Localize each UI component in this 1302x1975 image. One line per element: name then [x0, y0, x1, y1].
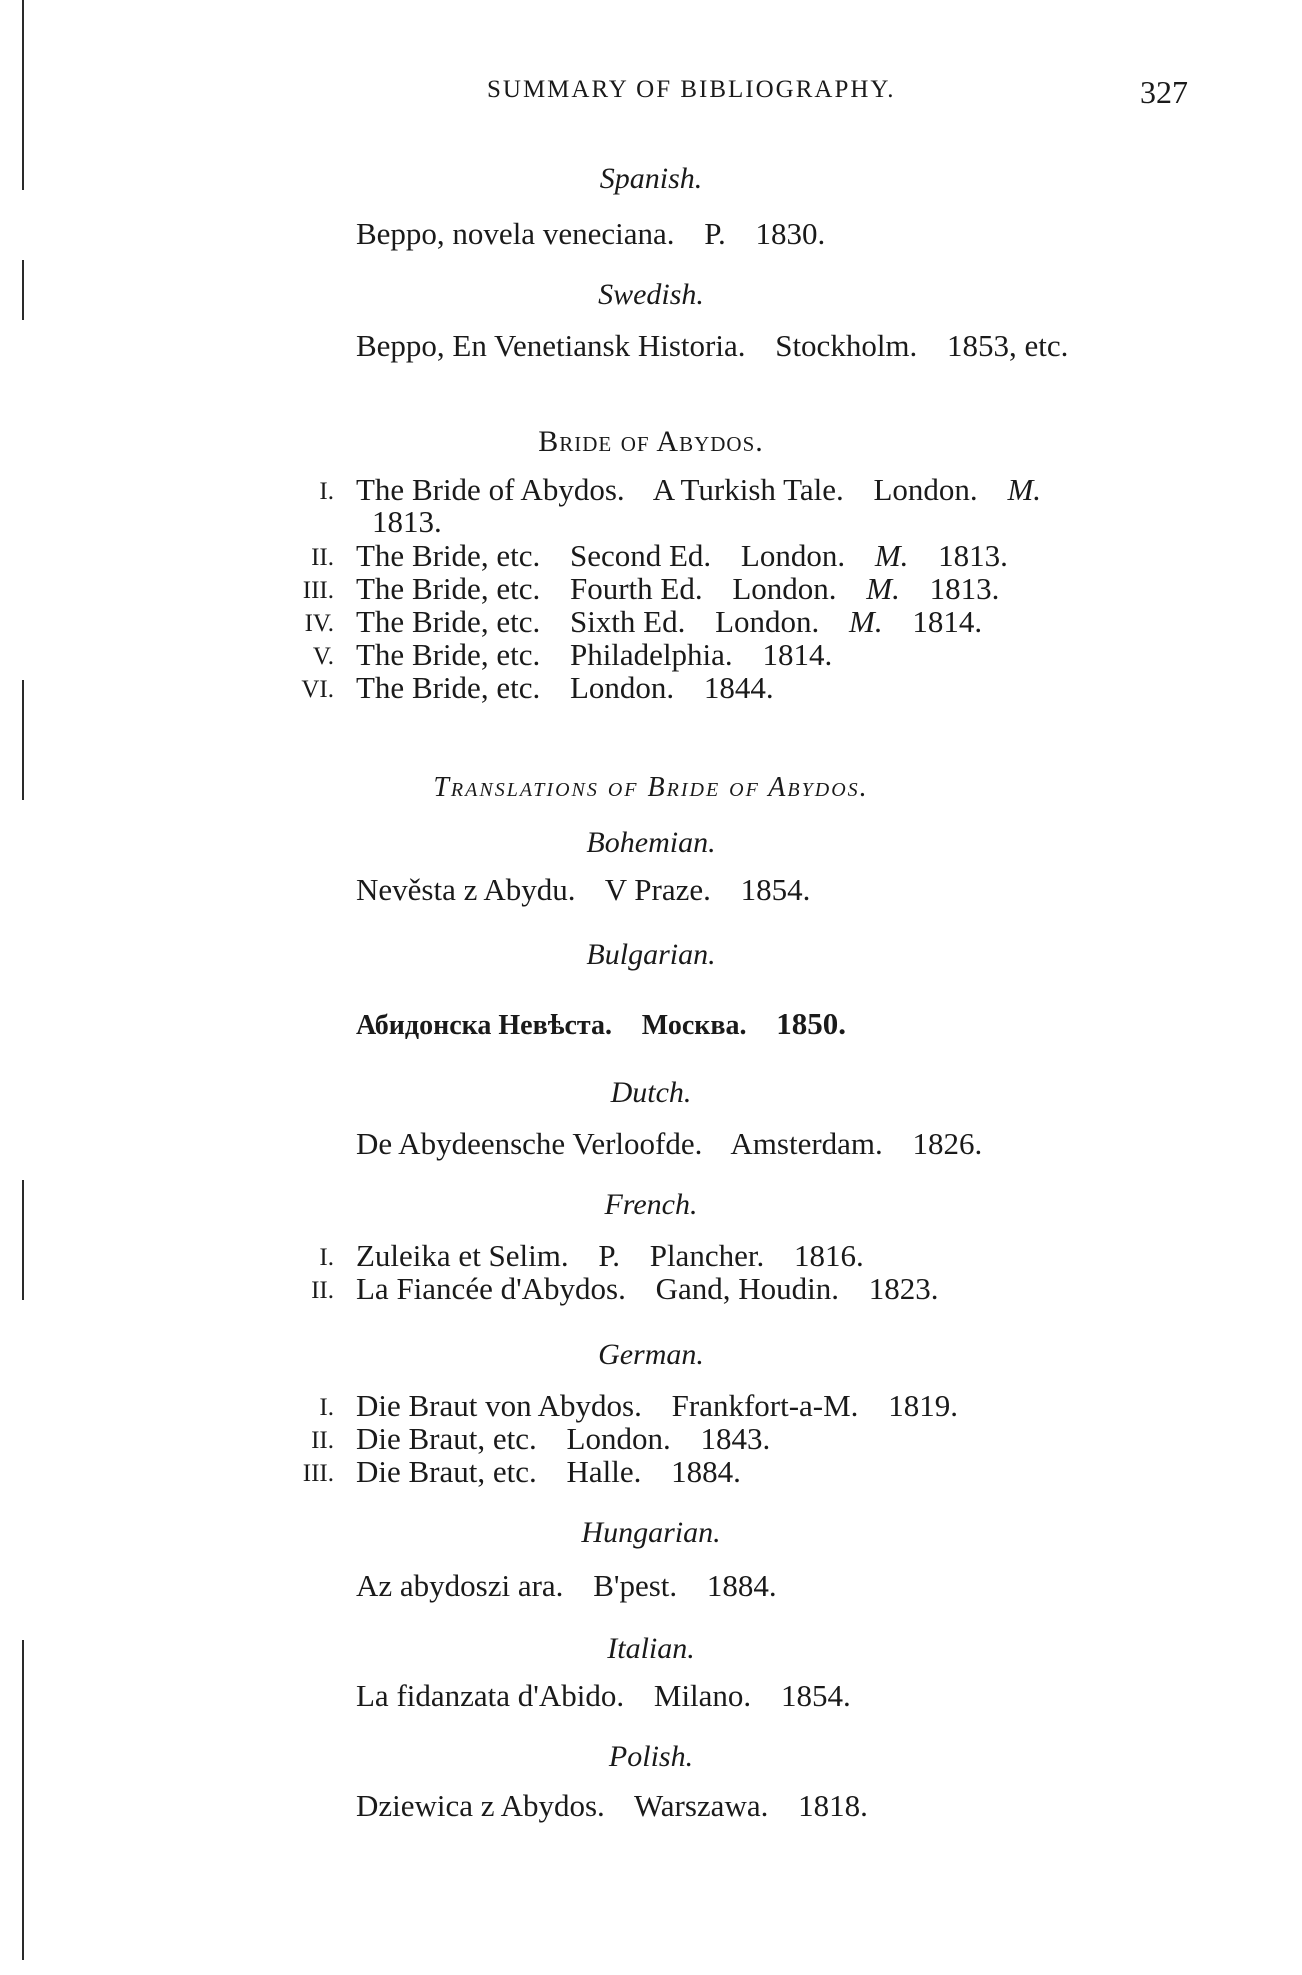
- entry-title: Die Braut, etc.: [356, 1421, 537, 1456]
- list-item: [356, 1454, 741, 1490]
- entry-year: 1884.: [706, 1568, 777, 1603]
- entry-title: The Bride, etc.: [356, 538, 541, 573]
- entry-spanish: [356, 216, 825, 252]
- entry-title: Beppo, novela veneciana.: [356, 216, 675, 251]
- entry-bulgarian: [356, 1006, 846, 1042]
- list-item: [356, 1388, 958, 1424]
- list-number: I.: [319, 1394, 334, 1421]
- entry-bohemian: [356, 872, 810, 908]
- entry-place: Москва.: [641, 1010, 747, 1041]
- entry-place: Milano.: [653, 1678, 752, 1713]
- list-item: [356, 604, 982, 640]
- list-item: [356, 1421, 770, 1457]
- entry-edition: Second Ed.: [569, 538, 712, 573]
- entry-year: 1813.: [929, 571, 1000, 606]
- entry-swedish: [356, 328, 1068, 364]
- entry-hungarian: [356, 1568, 777, 1604]
- entry-publisher: M.: [866, 571, 900, 606]
- entry-year: 1844.: [703, 670, 774, 705]
- language-heading-polish: Polish.: [608, 1740, 694, 1773]
- language-heading-french: French.: [604, 1188, 698, 1221]
- list-item: [356, 1271, 939, 1307]
- language-heading-italian: Italian.: [607, 1632, 695, 1665]
- list-item: [356, 1238, 864, 1274]
- entry-place: P.: [704, 216, 726, 251]
- entry-year: 1843.: [700, 1421, 771, 1456]
- language-heading-spanish: Spanish.: [599, 162, 703, 195]
- entry-title: The Bride, etc.: [356, 670, 541, 705]
- entry-place: London.: [732, 571, 837, 606]
- entry-place: London.: [566, 1421, 671, 1456]
- entry-year: 1854.: [780, 1678, 851, 1713]
- entry-place: Warszawa.: [634, 1788, 769, 1823]
- entry-year: 1816.: [793, 1238, 864, 1273]
- entry-title: Beppo, En Venetiansk Historia.: [356, 328, 746, 363]
- entry-place: Philadelphia.: [569, 637, 733, 672]
- entry-year: 1850.: [776, 1006, 847, 1041]
- entry-place: P.: [598, 1238, 620, 1273]
- list-number: II.: [311, 544, 334, 571]
- list-number: IV.: [304, 610, 334, 637]
- entry-year: 1826.: [912, 1126, 983, 1161]
- list-item: [356, 538, 1008, 574]
- entry-polish: [356, 1788, 868, 1824]
- entry-title: Az abydoszi ara.: [356, 1568, 564, 1603]
- list-number: II.: [311, 1427, 334, 1454]
- entry-place: London.: [715, 604, 820, 639]
- list-number: III.: [302, 1460, 334, 1487]
- entry-edition: Sixth Ed.: [569, 604, 686, 639]
- entry-year: 1884.: [671, 1454, 741, 1489]
- entry-publisher: M.: [849, 604, 883, 639]
- entry-place: London.: [873, 472, 978, 507]
- entry-place: B'pest.: [593, 1568, 678, 1603]
- entry-year: 1814.: [912, 604, 983, 639]
- entry-title: Абидонска Невѣста.: [356, 1010, 613, 1041]
- entry-title: Zuleika et Selim.: [356, 1238, 569, 1273]
- entry-title: Dziewica z Abydos.: [356, 1788, 605, 1823]
- entry-place: Stockholm.: [775, 328, 918, 363]
- entry-title: The Bride, etc.: [356, 571, 541, 606]
- entry-place: Amsterdam.: [730, 1126, 883, 1161]
- entry-publisher: M.: [874, 538, 909, 573]
- list-item: [356, 571, 999, 607]
- entry-title: The Bride, etc.: [356, 604, 541, 639]
- language-heading-bohemian: Bohemian.: [586, 826, 716, 859]
- list-number: I.: [319, 478, 334, 505]
- entry-publisher: Plancher.: [649, 1238, 765, 1273]
- entry-dutch: [356, 1126, 982, 1162]
- entry-year: 1853, etc.: [947, 328, 1069, 363]
- entry-year: 1854.: [740, 872, 811, 907]
- entry-edition: Fourth Ed.: [569, 571, 703, 606]
- entry-place: Gand, Houdin.: [655, 1271, 840, 1306]
- list-number: VI.: [301, 676, 334, 703]
- entry-year: 1813.: [938, 538, 1008, 573]
- entry-place: Halle.: [566, 1454, 642, 1489]
- language-heading-german: German.: [598, 1338, 704, 1371]
- entry-place: V Praze.: [604, 872, 711, 907]
- entry-year: 1823.: [868, 1271, 939, 1306]
- entry-italian: [356, 1678, 851, 1714]
- entry-year: 1814.: [762, 637, 833, 672]
- entry-title: La fidanzata d'Abido.: [356, 1678, 625, 1713]
- entry-year: 1830.: [755, 216, 826, 251]
- entry-title: Nevěsta z Abydu.: [356, 872, 576, 907]
- list-number: III.: [302, 577, 334, 604]
- entry-publisher: M.: [1007, 472, 1042, 507]
- entry-place: London.: [740, 538, 846, 573]
- entry-year-continuation: 1813.: [372, 504, 442, 539]
- entry-title: La Fiancée d'Abydos.: [356, 1271, 626, 1306]
- page-number: 327: [1140, 74, 1188, 110]
- list-item: [356, 472, 1041, 508]
- list-item: [356, 670, 774, 706]
- list-item: [356, 637, 832, 673]
- language-heading-dutch: Dutch.: [610, 1076, 692, 1109]
- entry-title: Die Braut von Abydos.: [356, 1388, 642, 1423]
- entry-title: The Bride of Abydos.: [356, 472, 625, 507]
- running-header: [0, 76, 1302, 116]
- entry-title: De Abydeensche Verloofde.: [356, 1126, 703, 1161]
- entry-place: London.: [569, 670, 675, 705]
- language-heading-hungarian: Hungarian.: [581, 1516, 721, 1549]
- language-heading-swedish: Swedish.: [598, 278, 704, 311]
- entry-place: Frankfort-a-M.: [671, 1388, 859, 1423]
- list-number: II.: [311, 1277, 334, 1304]
- running-title: SUMMARY OF BIBLIOGRAPHY.: [487, 76, 896, 103]
- list-number: V.: [312, 643, 334, 670]
- section-heading-translations: Translations of Bride of Abydos.: [433, 772, 869, 803]
- section-heading-bride-of-abydos: Bride of Abydos.: [538, 425, 764, 458]
- entry-title: The Bride, etc.: [356, 637, 541, 672]
- entry-year: 1819.: [888, 1388, 958, 1423]
- entry-year: 1818.: [798, 1788, 868, 1823]
- language-heading-bulgarian: Bulgarian.: [586, 938, 716, 971]
- list-number: I.: [319, 1244, 334, 1271]
- entry-subtitle: A Turkish Tale.: [652, 472, 844, 507]
- entry-title: Die Braut, etc.: [356, 1454, 537, 1489]
